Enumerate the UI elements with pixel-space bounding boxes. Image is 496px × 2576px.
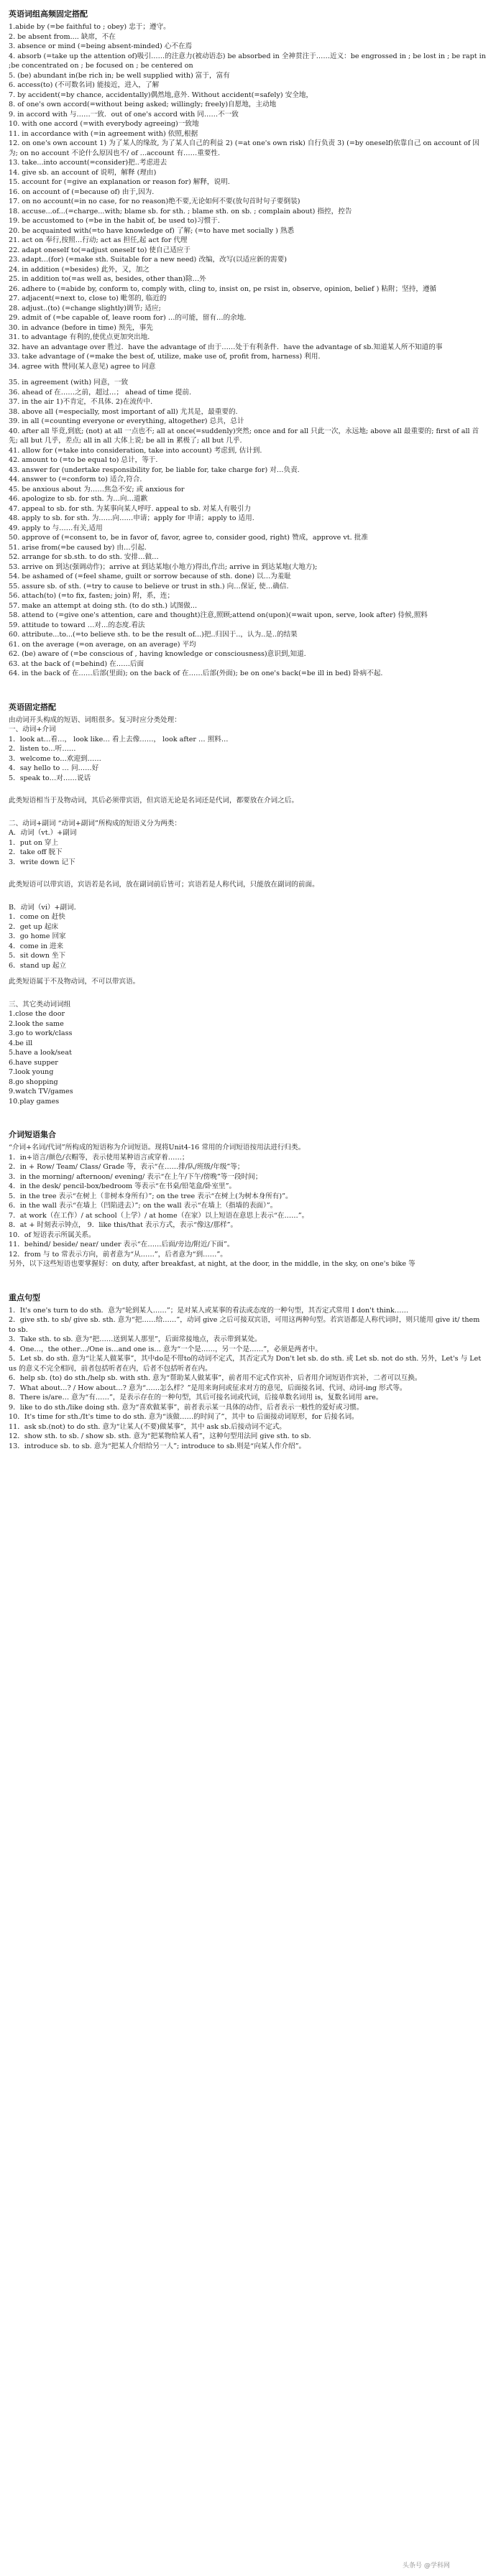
phrase-list: [9, 735, 486, 784]
phrase-item: 54. be ashamed of (=feel shame, guilt or sorrow because of sth. done) 以…为羞耻: [9, 573, 291, 580]
list-item: 7.look young: [9, 1068, 54, 1076]
list-item: 11．ask sb.(not) to do sth. 意为“让某人(不要)做某事”，其中 ask sb.后接动词不定式。: [9, 1422, 286, 1431]
phrase-item: 57. make an attempt at doing sth. (to do sth.) 试图做...: [9, 601, 198, 610]
list-item: 3．go home 回家: [9, 932, 66, 940]
phrase-item: 33. take advantage of (=make the best of, utilize, make use of, profit from, harness) 利用.: [9, 353, 321, 361]
phrase-item: 14. give sb. an account of 说明，解释 (理由): [9, 168, 157, 177]
phrase-item: 13. take...into account(=consider)把..考虑进去: [9, 159, 167, 167]
section-title: 英语词组高频固定搭配: [9, 9, 88, 19]
list-item: 2．get up 起床: [9, 922, 58, 931]
note-text: 此类短语相当于及物动词，其后必须带宾语，但宾语无论是名词还是代词，都要放在介词之后。: [9, 797, 298, 805]
phrase-item: 60. attribute...to...(=to believe sth. to be the result of...)把..归因于..，认为..是..的结果: [9, 631, 298, 639]
phrase-item: 42. amount to (=to be equal to) 总计，等于.: [9, 456, 158, 464]
list-item: 8．at + 时刻表示钟点， 9．like this/that 表示方式，表示“像这/那样”。: [9, 1221, 238, 1229]
phrase-item: 10. with one accord (=with everybody agreeing)一致地: [9, 120, 199, 128]
phrase-item: 55. assure sb. of sth. (=try to cause to believe or trust in sth.) 向…保证, 使…确信.: [9, 582, 289, 590]
phrase-item: 8. of one's own accord(=without being asked; willingly; freely)自愿地，主动地: [9, 101, 277, 108]
list-item: 6．in the wall 表示“在墙上（凹陷进去）”; on the wall 表示“在墙上（指墙的表面）”。: [9, 1202, 277, 1210]
note-text: 此类短语属于不及物动词，不可以带宾语。: [9, 978, 140, 986]
phrase-item: 56. attach(to) (=to fix, fasten; join) 附，系，连；: [9, 592, 175, 600]
phrase-item: 22. adapt oneself to(=adjust oneself to) 使自己适应于: [9, 246, 190, 254]
list-item: 1．in+语言/颜色/衣帽等，表示使用某种语言或穿着……；: [9, 1153, 189, 1162]
phrase-item: 15. account for (=give an explanation or reason for) 解释，说明.: [9, 178, 230, 186]
subheading: 三、其它类动词词组: [9, 1000, 71, 1009]
phrase-list: [9, 912, 486, 970]
list-item: 10.play games: [9, 1097, 60, 1106]
phrase-item: 61. on the average (=on average, on an average) 平均: [9, 640, 196, 649]
phrase-item: 23. adapt...(for) (=make sth. Suitable for a new need) 改编，改写(以适应新的需要): [9, 256, 287, 264]
phrase-item: 2. be absent from.... 缺席，不在: [9, 32, 116, 41]
list-item: 9．like to do sth./like doing sth. 意为“喜欢做某事”，前者表示某一具体的动作，后者表示一般性的爱好或习惯。: [9, 1403, 364, 1412]
phrase-item: 1.abide by (=be faithful to ; obey) 忠于；遵守。: [9, 23, 170, 31]
list-item: 1．put on 穿上: [9, 838, 59, 847]
list-item: 4．One…，the other…/One is…and one is… 意为“一个是……，另一个是……”，必须是两者中。: [9, 1345, 322, 1353]
phrase-item: 39. in all (=counting everyone or everything, altogether) 总共，总计: [9, 417, 244, 425]
phrase-item: 32. have an advantage over 胜过．have the advantage of 由于……处于有利条件．have the advantage of sb.知道某人所不知道的事: [9, 343, 443, 351]
note-text: 此类短语可以带宾语，宾语若是名词，放在副词前后皆可；宾语若是人称代词，只能放在副词的前面。: [9, 881, 319, 889]
phrase-item: 47. appeal to sb. for sth. 为某事向某人呼吁. appeal to sb. 对某人有吸引力: [9, 504, 252, 513]
phrase-item: 34. agree with 赞同(某人意见) agree to 同意: [9, 362, 156, 371]
sentence-pattern-list: [9, 1306, 486, 1452]
phrase-list: [9, 22, 486, 679]
phrase-item: 50. approve of (=consent to, be in favor of, favor, agree to, consider good, right) 赞成，approve vt. 批准: [9, 534, 368, 542]
subheading: 一、动词+介词: [9, 726, 56, 733]
phrase-item: 11. in accordance with (=in agreement with) 依照,根据: [9, 129, 198, 138]
phrase-item: 4. absorb (=take up the attention of)吸引……的注意力(被动语态) be absorbed in 全神贯注于……近义：be engrossed in ; be lost in ; be rapt in ;be concentrated on ; be focused on ; be centered on: [9, 52, 486, 70]
phrase-item: 38. above all (=especially, most important of all) 尤其是，最重要的.: [9, 407, 238, 416]
phrase-item: 46. apologize to sb. for sth. 为…向…道歉: [9, 495, 148, 503]
list-item: 1.close the door: [9, 1010, 65, 1018]
phrase-item: 29. admit of (=be capable of, leave room for) …的可能，留有…的余地.: [9, 314, 247, 322]
list-item: 6.have supper: [9, 1058, 58, 1067]
phrase-item: 45. be anxious about 为……焦急不安; 或 anxious for: [9, 485, 185, 494]
phrase-item: 3. absence or mind (=being absent-minded) 心不在焉: [9, 42, 193, 50]
list-item: 2．give sth. to sb/ give sb. sth. 意为“把……给……”，动词 give 之后可接双宾语，可用这两种句型。若宾语都是人称代词时，则只能用 give it/ them to sb.: [9, 1316, 480, 1334]
phrase-item: 18. accuse...of...(=charge...with; blame sb. for sth. ; blame sth. on sb. ; complain about) 指控，控告: [9, 207, 352, 216]
list-item: 另外，以下这些短语也要掌握好：on duty, after breakfast, at night, at the door, in the middle, in the sky, on one's bike 等: [9, 1260, 415, 1268]
list-item: 2．in + Row/ Team/ Class/ Grade 等，表示“在……排/队/班级/年级”等；: [9, 1163, 244, 1171]
phrase-item: 5. (be) abundant in(be rich in; be well supplied with) 富于，富有: [9, 71, 230, 80]
phrase-item: 20. be acquainted with(=to have knowledge of) 了解; (=to have met socially ) 熟悉: [9, 226, 295, 235]
phrase-item: 30. in advance (before in time) 预先，事先: [9, 323, 153, 332]
list-item: 5．speak to…对……说话: [9, 774, 91, 782]
list-item: 5.have a look/seat: [9, 1049, 72, 1057]
subheading: A．动词（vt.）+副词: [9, 829, 77, 837]
list-item: 1．It's one's turn to do sth．意为“轮到某人……”；是对某人或某事的看法或态度的一种句型，其否定式常用 I don't think……: [9, 1306, 409, 1315]
phrase-item: 40. after all 毕竟,到底; (not) at all 一点也不; all at once(=suddenly)突然; once and for all 只此一次，永远地; above all 最重要的; first of all 首先; all but 几乎，差点; all in all 大体上说; be all in 累极了; all but 几乎.: [9, 427, 479, 445]
phrase-item: 9. in accord with 与……一致．out of one's accord with 同……不一致: [9, 110, 239, 119]
phrase-item: 36. ahead of 在……之前，超过…； ahead of time 提前.: [9, 388, 192, 397]
phrase-item: 26. adhere to (=abide by, conform to, comply with, cling to, insist on, pe rsist in, observe, opinion, belief ) 粘附；坚持，遵循: [9, 284, 437, 293]
list-item: 5．Let sb. do sth. 意为“让某人做某事”，其中do是不带to的动词不定式，其否定式为 Don't let sb. do sth. 或 Let sb. not do sth. 另外，Let's 与 Let us 的意义不完全相同，前者包括听者在内，后者不包括听者在内。: [9, 1355, 482, 1373]
phrase-item: 63. at the back of (=behind) 在……后面: [9, 659, 144, 668]
list-item: 3．write down 记下: [9, 858, 75, 866]
phrase-item: 16. on account of (=because of) 由于,因为.: [9, 187, 155, 196]
list-item: 12．from 与 to 常表示方向，前者意为“从……”，后者意为“到……”。: [9, 1250, 227, 1259]
phrase-item: 62. (be) aware of (=be conscious of , having knowledge or consciousness)意识到,知道.: [9, 650, 306, 658]
phrase-item: 27. adjacent(=next to, close to) 毗邻的, 临近的: [9, 295, 167, 302]
phrase-list: [9, 838, 486, 868]
phrase-item: 21. act on 奉行,按照…行动; act as 担任,起 act for 代理: [9, 236, 188, 244]
list-item: 4．say hello to … 问……好: [9, 764, 99, 772]
list-item: 6．stand up 起立: [9, 961, 67, 970]
phrase-item: 49. apply to 与……有关,适用: [9, 524, 103, 532]
phrase-item: 24. in addition (=besides) 此外，又，加之: [9, 265, 150, 274]
list-item: 8．There is/are… 意为“有……”，是表示存在的一种句型，其后可接名词或代词，后接单数名词用 is，复数名词用 are。: [9, 1394, 383, 1401]
list-item: 7．What about…? / How about…? 意为“……怎么样？”是用来询问或征求对方的意见，后面接名词、代词、动词-ing 形式等。: [9, 1384, 407, 1392]
phrase-item: 48. apply to sb. for sth. 为……向……申请；apply for 申请；apply to 适用.: [9, 514, 254, 522]
subheading: B．动词（vi）+副词．: [9, 903, 81, 912]
phrase-item: 25. in addition to(=as well as, besides, other than)除…外: [9, 275, 206, 283]
list-item: 3．Take sth. to sb. 意为“把……送到某人那里”，后面常接地点，表示带到某处。: [9, 1335, 262, 1343]
list-item: 13．introduce sb. to sb. 意为“把某人介绍给另一人”; introduce to sb.则是“向某人作介绍”。: [9, 1442, 306, 1450]
phrase-list: [9, 1153, 486, 1269]
list-item: 3.go to work/class: [9, 1029, 73, 1037]
list-item: 8.go shopping: [9, 1078, 58, 1086]
phrase-item: 6. access(to) (不可数名词) 能接近，进入，了解: [9, 81, 160, 89]
list-item: 11．behind/ beside/ near/ under 表示“在……后面/旁边/附近/下面”。: [9, 1241, 234, 1248]
list-item: 10．of 短语表示所属关系。: [9, 1231, 96, 1239]
list-item: 3．welcome to…欢迎到……: [9, 754, 101, 763]
section-title: 英语固定搭配: [9, 702, 56, 712]
phrase-item: 17. on no account(=in no case, for no reason)绝不要,无论如何不要(放句首时句子要倒装): [9, 198, 300, 205]
list-item: 5．sit down 坐下: [9, 952, 66, 960]
list-item: 4．come in 进来: [9, 942, 64, 950]
list-item: 6．help sb. (to) do sth./help sb. with sth. 意为“帮助某人做某事”，前者用不定式作宾补，后者用介词短语作宾补，二者可以互换。: [9, 1374, 422, 1382]
list-item: 5．in the tree 表示“在树上（非树本身所有）”; on the tree 表示“在树上(为树本身所有)”。: [9, 1192, 293, 1200]
list-item: 4．in the desk/ pencil-box/bedroom 等表示“在书桌/铅笔盒/卧室里”。: [9, 1182, 236, 1190]
phrase-item: 28. adjust..(to) (=change slightly)调节; 适应;: [9, 304, 161, 312]
phrase-item: 19. be accustomed to (=be in the habit of, be used to)习惯于.: [9, 217, 220, 225]
phrase-item: 7. by accident(=by chance, accidentally)偶然地,意外. Without accident(=safely) 安全地，: [9, 91, 313, 99]
phrase-item: 64. in the back of 在……后部(里面); on the back of 在……后部(外面); be on one's back(=be ill in bed) 卧病不起.: [9, 670, 383, 677]
phrase-item: 43. answer for (undertake responsibility for, be liable for, take charge for) 对…负责.: [9, 465, 300, 474]
phrase-item: 52. arrange for sb.sth. to do sth. 安排…做…: [9, 553, 159, 561]
phrase-item: 41. allow for (=take into consideration, take into account) 考虑到, 估计到.: [9, 446, 262, 455]
intro-line: 由动词开头构成的短语、词组很多。复习时应分类处理：: [9, 715, 181, 724]
list-item: 2.look the same: [9, 1019, 64, 1028]
list-item: 12．show sth. to sb. / show sb. sth. 意为“把某物给某人看”，这种句型用法同 give sth. to sb.: [9, 1432, 311, 1440]
list-item: 7．at work（在工作）/ at school（上学）/ at home（在家）以上短语在意思上表示“在……”。: [9, 1211, 309, 1220]
phrase-item: 51. arise from(=be caused by) 由…引起.: [9, 543, 147, 552]
list-item: 2．listen to…听……: [9, 745, 76, 753]
phrase-item: 12. on one's own account 1) 为了某人的缘故, 为了某人自己的利益 2) (=at one's own risk) 自行负责 3) (=by oneself)依靠自己 on account of 因为; on no account 不论什么原因也不/ of ...account 有……重要性.: [9, 139, 479, 157]
list-item: 4.be ill: [9, 1039, 33, 1047]
phrase-item: 37. in the air 1)不肯定，不具体. 2)在流传中.: [9, 398, 153, 406]
list-item: 9.watch TV/games: [9, 1088, 73, 1095]
phrase-item: 35. in agreement (with) 同意，一致: [9, 379, 129, 386]
section-title: 介词短语集合: [9, 1130, 56, 1139]
phrase-item: 53. arrive on 到达(强调动作)；arrive at 到达某地(小地方)得出,作出; arrive in 到达某地(大地方);: [9, 562, 318, 571]
phrase-item: 59. attitude to toward …对…的态度.看法: [9, 621, 145, 629]
intro-line: “介词+名词/代词”所构成的短语称为介词短语。现将Unit4-16 常用的介词短语按用法进行归类。: [9, 1144, 306, 1152]
list-item: 10．It's time for sth./It's time to do sth. 意为“该做……的时间了”，其中 to 后面接动词原形，for 后接名词。: [9, 1413, 359, 1421]
section-title: 重点句型: [9, 1292, 40, 1302]
list-item: 1．look at…看…， look like… 看上去像……， look after … 照料…: [9, 735, 229, 743]
list-item: 3．in the morning/ afternoon/ evening/ 表示“在上午/下午/傍晚”等一段时间；: [9, 1172, 262, 1181]
list-item: 2．take off 脱下: [9, 848, 63, 856]
subheading: 二、动词+副词 “动词+副词”所构成的短语义分为两类：: [9, 819, 181, 828]
phrase-list: [9, 1009, 486, 1106]
phrase-item: 31. to advantage 有利的,使优点更加突出地.: [9, 333, 150, 341]
phrase-item: 58. attend to (=give one's attention, care and thought)注意,照顾;attend on(upon)(=wait upon, serve, look after) 侍候,照料: [9, 611, 428, 619]
watermark: 头条号 @学科网: [403, 2562, 450, 2570]
list-item: 1．come on 赶快: [9, 913, 65, 921]
phrase-item: 44. answer to (=conform to) 适合,符合.: [9, 476, 142, 483]
